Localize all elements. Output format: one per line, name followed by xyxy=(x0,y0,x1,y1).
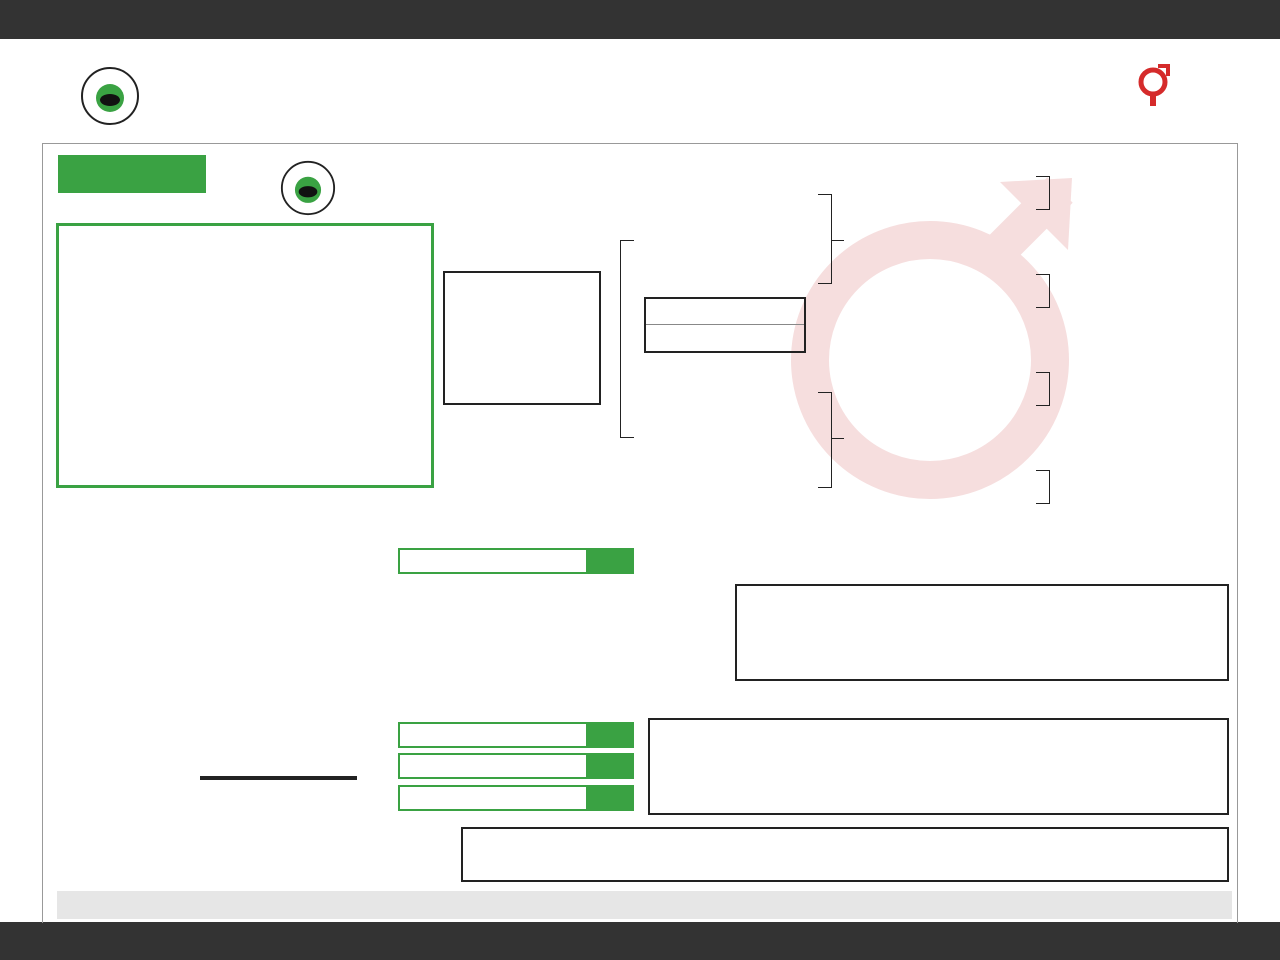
ped-line-ss xyxy=(1036,176,1050,210)
lot-label xyxy=(58,155,206,193)
parentage-row-dna xyxy=(646,299,804,325)
growth-frame-carcass-table xyxy=(648,718,1229,815)
ped-line-dam xyxy=(818,392,832,488)
cow-value xyxy=(586,550,632,572)
myostatin-table xyxy=(200,771,357,780)
farm-logo xyxy=(56,223,434,488)
parentage-row-genomic xyxy=(646,325,804,351)
carcass-value-bar xyxy=(398,753,634,779)
qr-code xyxy=(55,770,167,882)
growth-value-bar xyxy=(398,722,634,748)
seller-remarks xyxy=(57,891,1232,919)
production-value xyxy=(586,787,632,809)
top-bar xyxy=(0,0,1280,39)
cow-value-bar xyxy=(398,548,634,574)
bottom-bar xyxy=(0,922,1280,960)
animal-details-table xyxy=(443,271,601,405)
growth-value xyxy=(586,724,632,746)
ped-line-sd xyxy=(1036,274,1050,308)
production-value-bar xyxy=(398,785,634,811)
ped-line-sire xyxy=(818,194,832,284)
ped-line-parents xyxy=(620,240,634,438)
ped-line-sire-mid xyxy=(832,240,844,241)
drakensberger-logo xyxy=(80,66,140,126)
calf-fertility-table xyxy=(735,584,1229,681)
logix-logo xyxy=(648,552,728,686)
weights-table xyxy=(461,827,1229,882)
parentage-table xyxy=(644,293,806,353)
ped-line-dd xyxy=(1036,470,1050,504)
ped-line-ds xyxy=(1036,372,1050,406)
sa-studbook-logo xyxy=(1130,64,1200,124)
carcass-value xyxy=(586,755,632,777)
ped-line-dam-mid xyxy=(832,438,844,439)
drakensberger-logo-small xyxy=(280,160,336,216)
